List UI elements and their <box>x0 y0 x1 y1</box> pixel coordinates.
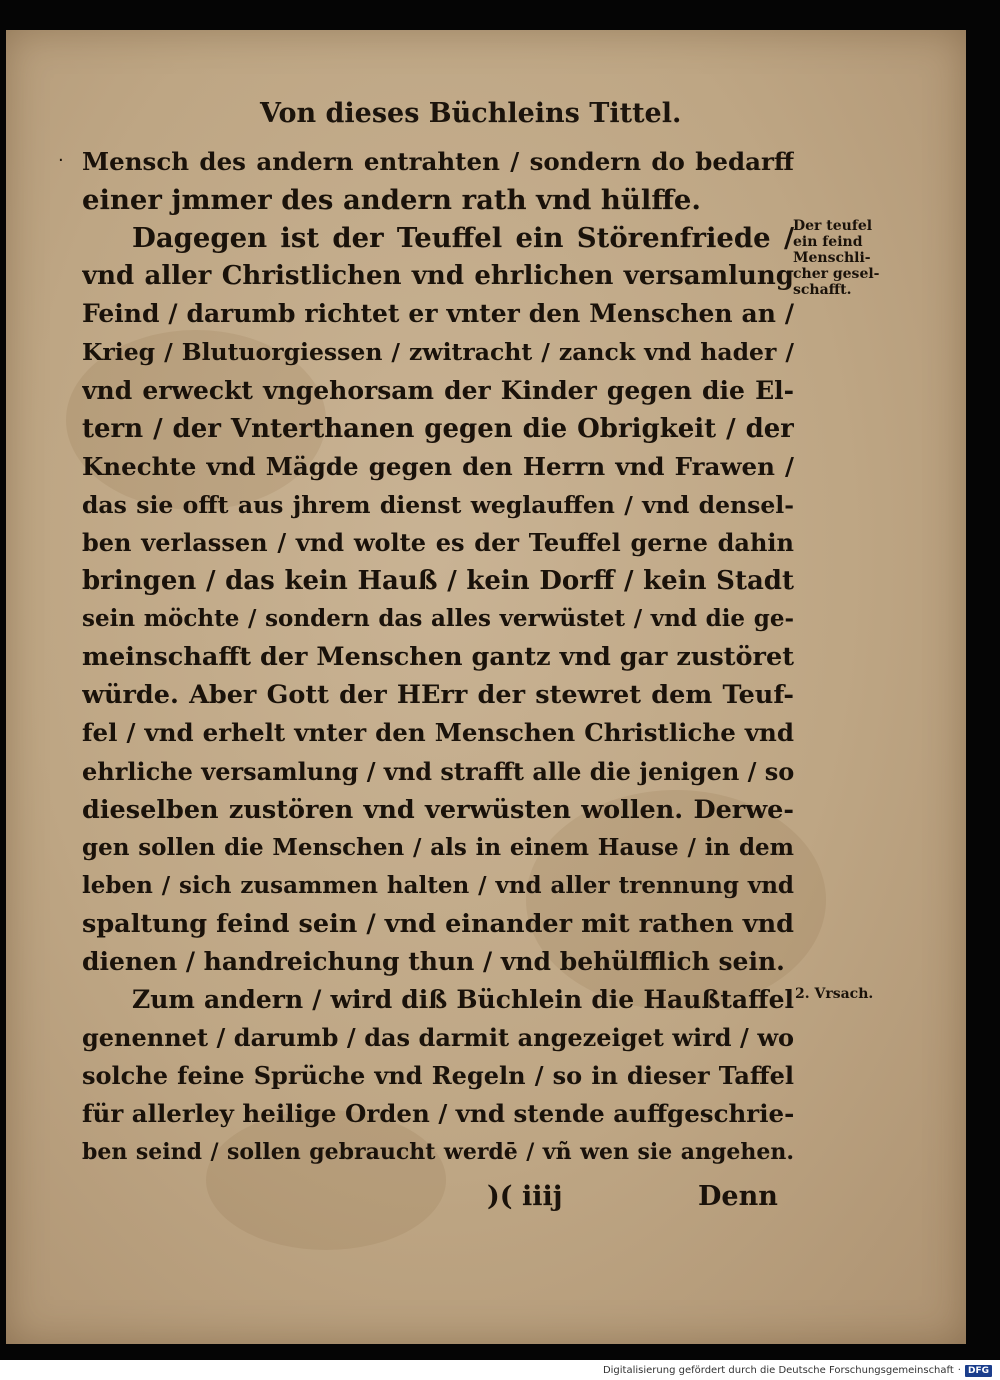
text-line: gen sollen die Menschen / als in einem Hause / in dem <box>82 833 794 861</box>
text-line: Krieg / Blutuorgiessen / zwitracht / zanck vnd hader / <box>82 338 794 367</box>
text-line: Zum andern / wird diß Büchlein die Haußtaffel <box>132 985 794 1015</box>
text-line: leben / sich zusammen halten / vnd aller trennung vnd <box>82 871 794 899</box>
catchword: Denn <box>698 1181 778 1212</box>
text-line: dienen / handreichung thun / vnd behülfflich sein. <box>82 946 785 976</box>
margin-note <box>795 986 905 1002</box>
margin-note-line: Menschli- <box>793 250 871 266</box>
text-line: einer jmmer des andern rath vnd hülffe. <box>82 184 702 217</box>
footer-credit <box>603 1363 992 1379</box>
text-line: sein möchte / sondern das alles verwüstet / vnd die ge- <box>82 605 794 633</box>
margin-note-line: ein feind <box>793 234 863 250</box>
text-line: vnd erweckt vngehorsam der Kinder gegen die El- <box>82 375 794 405</box>
text-line: ben verlassen / vnd wolte es der Teuffel gerne dahin <box>82 527 794 557</box>
footer-credit-text: Digitalisierung gefördert durch die Deutsche Forschungsgemeinschaft <box>602 1365 954 1376</box>
body-text <box>82 143 794 1172</box>
text-line: fel / vnd erhelt vnter den Menschen Christliche vnd <box>82 718 794 748</box>
text-line: meinschafft der Menschen gantz vnd gar zustöret <box>82 642 794 673</box>
text-line: dieselben zustören vnd verwüsten wollen. Derwe- <box>82 794 794 825</box>
signature-mark: )( iiij <box>487 1181 563 1212</box>
margin-tick: · <box>58 150 64 171</box>
text-line: tern / der Vnterthanen gegen die Obrigkeit / der <box>82 413 794 444</box>
margin-note-line: 2. Vrsach. <box>795 986 874 1002</box>
text-line: bringen / das kein Hauß / kein Dorff / kein Stadt <box>82 566 794 597</box>
footer-separator: · <box>957 1365 961 1376</box>
text-line: genennet / darumb / das darmit angezeiget wird / wo <box>82 1023 794 1053</box>
text-line: ben seind / sollen gebraucht werdē / vñ wen sie angehen. <box>82 1139 794 1166</box>
text-line: Mensch des andern entrahten / sondern do bedarff <box>82 147 794 176</box>
margin-note <box>793 218 903 298</box>
text-line: Feind / darumb richtet er vnter den Menschen an / <box>82 299 794 329</box>
text-line: das sie offt aus jhrem dienst weglauffen / vnd densel- <box>82 490 794 519</box>
dfg-logo-icon: DFG <box>965 1365 992 1377</box>
running-head: Von dieses Büchleins Tittel. <box>260 98 682 129</box>
text-line: spaltung feind sein / vnd einander mit rathen vnd <box>82 908 794 939</box>
margin-note-line: schafft. <box>793 282 852 298</box>
text-line: für allerley heilige Orden / vnd stende auffgeschrie- <box>82 1099 794 1129</box>
text-line: ehrliche versamlung / vnd strafft alle die jenigen / so <box>82 756 794 786</box>
text-line: vnd aller Christlichen vnd ehrlichen versamlung <box>82 261 794 292</box>
margin-note-line: Der teufel <box>793 218 873 234</box>
text-line: Dagegen ist der Teuffel ein Störenfriede / <box>132 222 794 255</box>
text-line: würde. Aber Gott der HErr der stewret dem Teuf- <box>82 680 794 711</box>
margin-note-line: cher gesel- <box>793 266 880 282</box>
text-line: solche feine Sprüche vnd Regeln / so in dieser Taffel <box>82 1061 794 1091</box>
text-line: Knechte vnd Mägde gegen den Herrn vnd Frawen / <box>82 451 794 481</box>
